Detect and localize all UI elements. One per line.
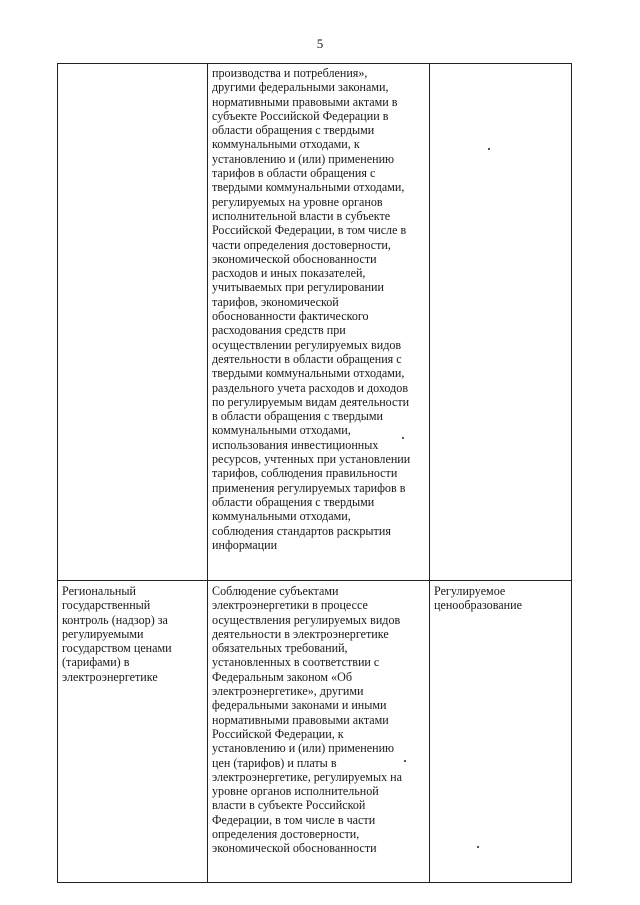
scan-speck	[404, 760, 406, 762]
cell-text-line: электроэнергетике	[62, 669, 158, 684]
cell-text-line: ценообразование	[434, 598, 522, 613]
cell-text-line: деятельности в электроэнергетике	[212, 626, 389, 641]
cell-text-line: тарифов, соблюдения правильности	[212, 466, 398, 481]
cell-text-line: обоснованности фактического	[212, 309, 369, 324]
cell-lines	[434, 584, 567, 613]
cell-text-line: Российской Федерации, к	[212, 726, 344, 741]
table-cell-subject	[208, 581, 430, 883]
table-cell-sphere	[430, 64, 572, 581]
cell-text-line: определения достоверности,	[212, 827, 360, 842]
cell-text-line: твердыми коммунальными отходами,	[212, 180, 405, 195]
cell-text-line: нормативными правовыми актами в	[212, 94, 398, 109]
cell-text-line: по регулируемым видам деятельности	[212, 394, 410, 409]
cell-text-line: производства и потребления»,	[212, 66, 368, 80]
cell-text-line: электроэнергетики в процессе	[212, 598, 368, 613]
cell-text-line: Региональный	[62, 584, 136, 598]
scan-speck	[402, 437, 404, 439]
cell-text-line: регулируемыми	[62, 626, 144, 641]
cell-text-line: другими федеральными законами,	[212, 80, 389, 95]
cell-text-line: государством ценами	[62, 641, 172, 656]
cell-text-line: применения регулируемых тарифов в	[212, 480, 406, 495]
cell-text-line: расходования средств при	[212, 323, 346, 338]
cell-lines	[212, 584, 425, 856]
cell-text-line: (тарифами) в	[62, 655, 130, 670]
cell-text-line: коммунальными отходами, к	[212, 137, 360, 152]
cell-text-line: коммунальными отходами,	[212, 423, 351, 438]
cell-text-line: твердыми коммунальными отходами,	[212, 366, 405, 381]
table-cell-control-type	[58, 581, 208, 883]
cell-text-line: установлению и (или) применению	[212, 151, 395, 166]
cell-text-line: электроэнергетике», другими	[212, 684, 364, 699]
scan-speck	[488, 148, 490, 150]
cell-text-line: раздельного учета расходов и доходов	[212, 380, 409, 395]
cell-text-line: исполнительной власти в субъекте	[212, 208, 391, 223]
table-cell-subject	[208, 64, 430, 581]
cell-text-line: Федеральным законом «Об	[212, 669, 352, 684]
cell-text-line: Регулируемое	[434, 584, 506, 598]
cell-text-line: деятельности в области обращения с	[212, 351, 402, 366]
cell-text-line: тарифов в области обращения с	[212, 166, 376, 181]
cell-text-line: экономической обоснованности	[212, 251, 377, 266]
cell-text-line: осуществления регулируемых видов	[212, 612, 401, 627]
cell-text-line: федеральными законами и иными	[212, 698, 387, 713]
cell-text-line: электроэнергетике, регулируемых на	[212, 769, 402, 784]
cell-text-line: Соблюдение субъектами	[212, 584, 339, 598]
cell-text-line: ресурсов, учтенных при установлении	[212, 452, 411, 467]
cell-text-line: Российской Федерации, в том числе в	[212, 223, 407, 238]
cell-text-line: соблюдения стандартов раскрытия	[212, 523, 391, 538]
cell-text-line: области обращения с твердыми	[212, 494, 375, 509]
cell-text-line: расходов и иных показателей,	[212, 266, 366, 281]
table-row	[58, 581, 572, 883]
cell-text-line: установлению и (или) применению	[212, 741, 395, 756]
cell-text-line: информации	[212, 537, 278, 552]
cell-text-line: осуществлении регулируемых видов	[212, 337, 402, 352]
table-cell-sphere	[430, 581, 572, 883]
cell-lines	[212, 66, 425, 552]
document-table	[57, 63, 572, 883]
cell-text-line: в области обращения с твердыми	[212, 409, 383, 424]
cell-text-line: государственный	[62, 598, 151, 613]
cell-text-line: установленных в соответствии с	[212, 655, 380, 670]
cell-text-line: контроль (надзор) за	[62, 612, 168, 627]
cell-text-line: использования инвестиционных	[212, 437, 379, 452]
cell-text-line: части определения достоверности,	[212, 237, 391, 252]
cell-text-line: уровне органов исполнительной	[212, 784, 379, 799]
cell-text-line: нормативными правовыми актами	[212, 712, 389, 727]
cell-text-line: области обращения с твердыми	[212, 123, 375, 138]
cell-text-line: Федерации, в том числе в части	[212, 812, 376, 827]
cell-lines	[62, 584, 203, 684]
cell-text-line: тарифов, экономической	[212, 294, 339, 309]
cell-text-line: обязательных требований,	[212, 641, 348, 656]
table-cell-control-type	[58, 64, 208, 581]
cell-text-line: коммунальными отходами,	[212, 509, 351, 524]
scan-speck	[477, 846, 479, 848]
page-number: 5	[316, 36, 324, 51]
cell-text-line: власти в субъекте Российской	[212, 798, 366, 813]
cell-text-line: субъекте Российской Федерации в	[212, 108, 389, 123]
cell-text-line: учитываемых при регулировании	[212, 280, 384, 295]
cell-text-line: цен (тарифов) и платы в	[212, 755, 337, 770]
table-row	[58, 64, 572, 581]
cell-text-line: экономической обоснованности	[212, 841, 377, 856]
cell-text-line: регулируемых на уровне органов	[212, 194, 383, 209]
